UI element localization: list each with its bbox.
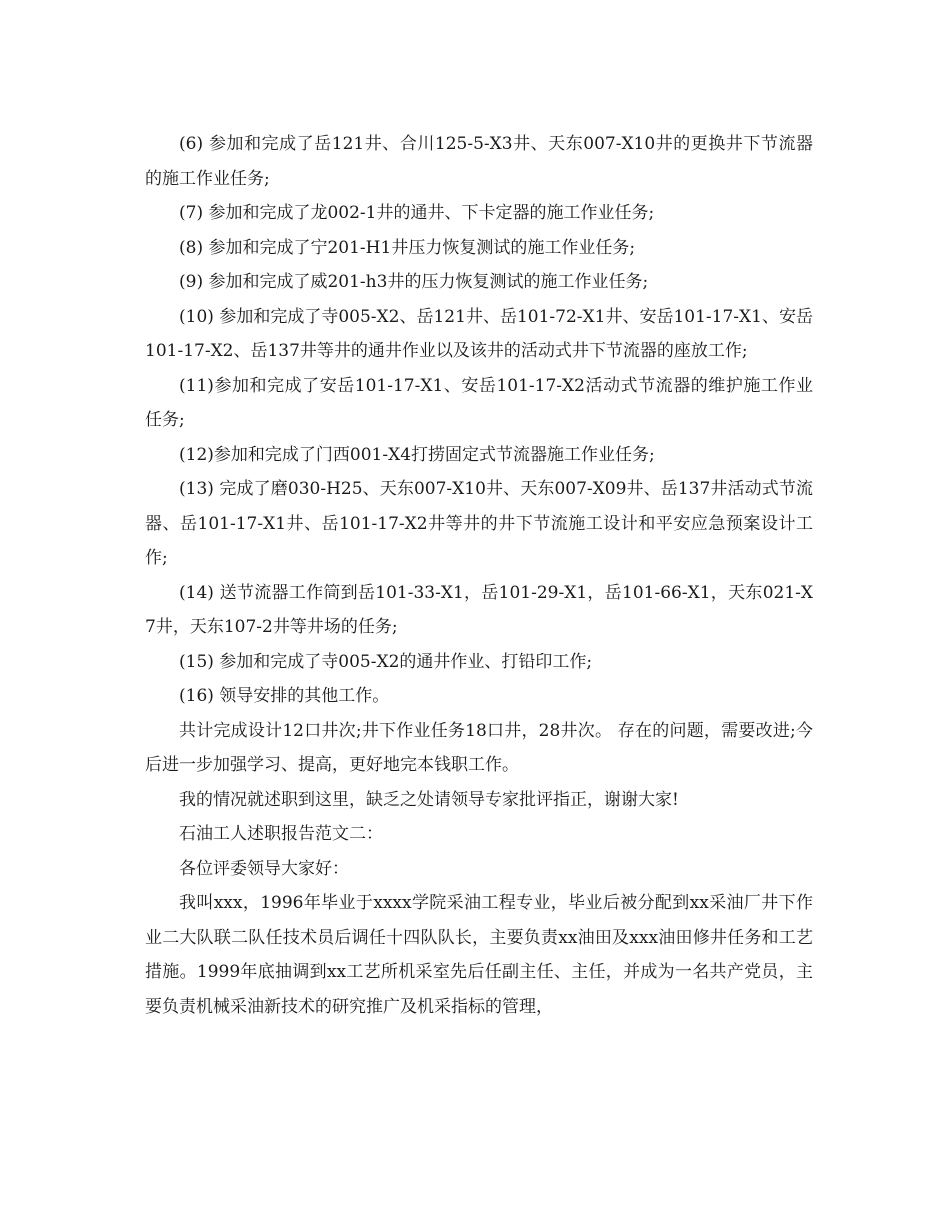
paragraph-item-6: (6) 参加和完成了岳121井、合川125-5-X3井、天东007-X10井的更换井下节流器的施工作业任务; xyxy=(145,134,813,189)
paragraph-item-11: (11)参加和完成了安岳101-17-X1、安岳101-17-X2活动式节流器的维护施工作业任务; xyxy=(145,375,813,430)
paragraph-item-12: (12)参加和完成了门西001-X4打捞固定式节流器施工作业任务; xyxy=(179,444,655,465)
document-page xyxy=(145,127,813,1024)
section-heading: 石油工人述职报告范文二： xyxy=(179,824,383,844)
paragraph-intro: 我叫xxx，1996年毕业于xxxx学院采油工程专业，毕业后被分配到xx采油厂井下作业二大队联二队任技术员后调任十四队队长，主要负责xx油田及xxx油田修井任务和工艺措施。1999年底抽调到xx工艺所机采室先后任副主任、主任，并成为一名共产党员，主要负责机械采油新技术的研究推广及机采指标的管理， xyxy=(145,893,813,1017)
paragraph-item-15: (15) 参加和完成了寺005-X2的通井作业、打铅印工作; xyxy=(179,651,593,672)
paragraph-closing: 我的情况就述职到这里，缺乏之处请领导专家批评指正，谢谢大家! xyxy=(179,789,679,810)
paragraph-item-7: (7) 参加和完成了龙002-1井的通井、下卡定器的施工作业任务; xyxy=(179,203,655,223)
paragraph-item-9: (9) 参加和完成了威201-h3井的压力恢复测试的施工作业任务; xyxy=(179,272,649,292)
paragraph-item-13: (13) 完成了磨030-H25、天东007-X10井、天东007-X09井、岳137井活动式节流器、岳101-17-X1井、岳101-17-X2井等井的井下节流施工设计和平安应急预案设计工作; xyxy=(145,479,813,568)
paragraph-greeting: 各位评委领导大家好： xyxy=(179,858,349,879)
paragraph-summary: 共计完成设计12口井次;井下作业任务18口井，28井次。 存在的问题，需要改进;今后进一步加强学习、提高，更好地完本钱职工作。 xyxy=(145,720,813,775)
paragraph-item-14: (14) 送节流器工作筒到岳101-33-X1，岳101-29-X1，岳101-66-X1，天东021-X7井，天东107-2井等井场的任务; xyxy=(145,582,813,637)
paragraph-item-8: (8) 参加和完成了宁201-H1井压力恢复测试的施工作业任务; xyxy=(179,237,636,258)
paragraph-item-10: (10) 参加和完成了寺005-X2、岳121井、岳101-72-X1井、安岳101-17-X1、安岳101-17-X2、岳137井等井的通井作业以及该井的活动式井下节流器的座放工作; xyxy=(145,306,813,361)
paragraph-item-16: (16) 领导安排的其他工作。 xyxy=(179,686,390,706)
